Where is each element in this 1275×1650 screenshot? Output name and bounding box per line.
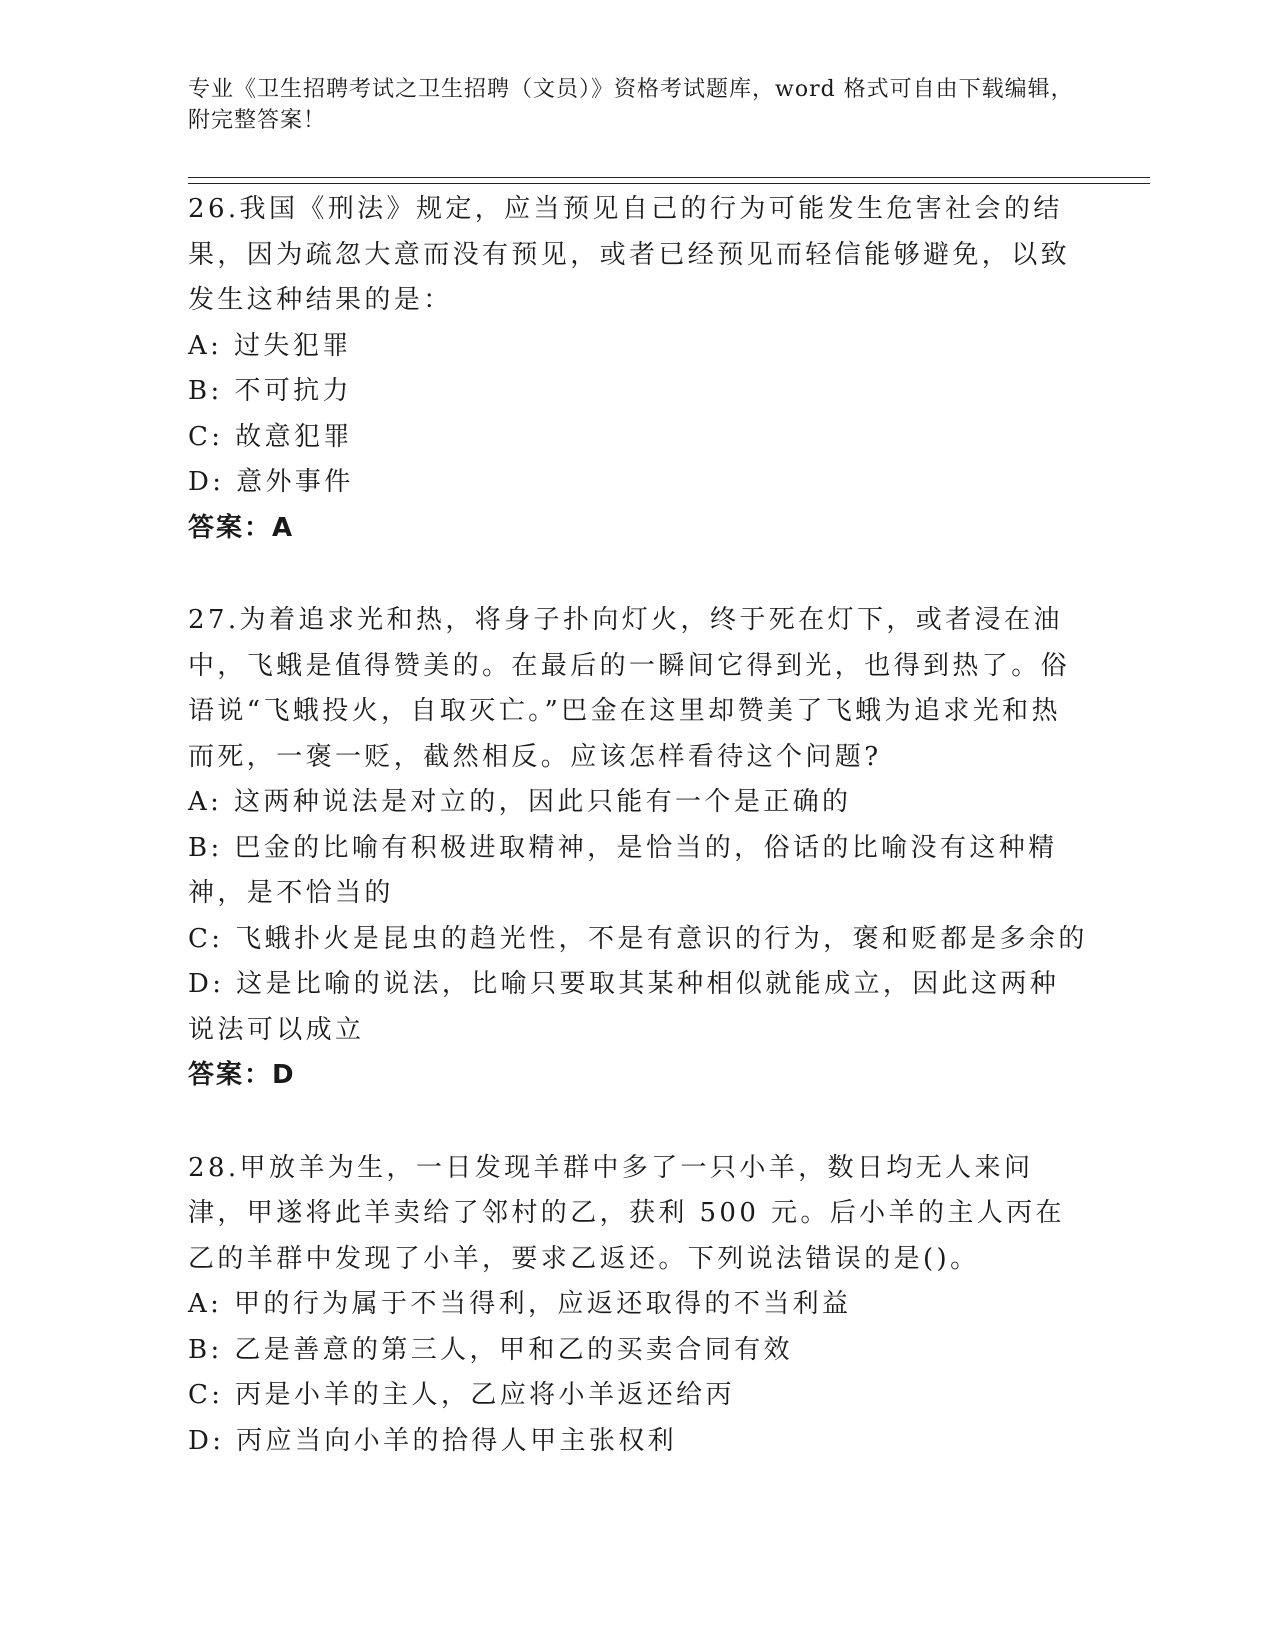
option-text: 飞蛾扑火是昆虫的趋光性，不是有意识的行为，褒和贬都是多余的	[235, 923, 1088, 954]
option-b	[188, 826, 1088, 917]
header-divider-bottom	[188, 183, 1150, 184]
option-text: 过失犯罪	[234, 330, 352, 361]
option-text: 故意犯罪	[235, 421, 353, 452]
question-26	[188, 187, 1088, 551]
option-text: 丙应当向小羊的拾得人甲主张权利	[236, 1425, 678, 1456]
question-text: 28.甲放羊为生，一日发现羊群中多了一只小羊，数日均无人来问津，甲遂将此羊卖给了邻村的乙，获利 500 元。后小羊的主人丙在乙的羊群中发现了小羊，要求乙返还。下列说法错误的是()。	[188, 1152, 1065, 1274]
option-key: B:	[188, 832, 223, 863]
question-text: 27.为着追求光和热，将身子扑向灯火，终于死在灯下，或者浸在油中，飞蛾是值得赞美的。在最后的一瞬间它得到光，也得到热了。俗语说“飞蛾投火，自取灭亡。”巴金在这里却赞美了飞蛾为追求光和热而死，一褒一贬，截然相反。应该怎样看待这个问题?	[188, 605, 1071, 772]
option-a	[188, 780, 1088, 826]
option-d	[188, 1419, 1088, 1465]
option-b	[188, 1328, 1088, 1374]
option-d	[188, 962, 1088, 1053]
option-key: D:	[188, 467, 225, 497]
option-key: C:	[188, 923, 224, 954]
question-text: 26.我国《刑法》规定，应当预见自己的行为可能发生危害社会的结果，因为疏忽大意而没有预见，或者已经预见而轻信能够避免，以致发生这种结果的是：	[188, 194, 1071, 315]
option-key: B:	[188, 376, 223, 406]
option-b	[188, 369, 1088, 415]
option-a	[188, 324, 1088, 370]
question-list	[188, 187, 1088, 1511]
answer-label: 答案：A	[188, 512, 295, 543]
option-key: A:	[188, 330, 223, 361]
option-key: D:	[188, 1425, 225, 1456]
option-key: B:	[188, 1334, 223, 1365]
option-key: C:	[188, 421, 224, 452]
option-text: 意外事件	[236, 467, 354, 497]
option-text: 不可抗力	[234, 376, 352, 406]
question-28	[188, 1146, 1088, 1465]
option-c	[188, 415, 1088, 461]
option-key: C:	[188, 1380, 224, 1410]
option-key: A:	[188, 1289, 223, 1319]
option-d	[188, 460, 1088, 506]
option-text: 甲的行为属于不当得利，应返还取得的不当利益	[234, 1289, 852, 1319]
option-text: 这是比喻的说法，比喻只要取其某种相似就能成立，因此这两种说法可以成立	[188, 969, 1060, 1045]
option-key: D:	[188, 969, 225, 999]
option-text: 丙是小羊的主人，乙应将小羊返还给丙	[235, 1380, 735, 1410]
option-c	[188, 1373, 1088, 1419]
question-27	[188, 598, 1088, 1099]
option-text: 这两种说法是对立的，因此只能有一个是正确的	[234, 787, 852, 817]
option-a	[188, 1282, 1088, 1328]
option-key: A:	[188, 787, 223, 817]
document-header: 专业《卫生招聘考试之卫生招聘（文员）》资格考试题库，word 格式可自由下载编辑，附完整答案！	[188, 77, 1074, 133]
option-c	[188, 917, 1088, 963]
option-text: 巴金的比喻有积极进取精神，是恰当的，俗话的比喻没有这种精神，是不恰当的	[188, 832, 1058, 908]
option-text: 乙是善意的第三人，甲和乙的买卖合同有效	[234, 1334, 793, 1365]
header-divider-top	[188, 177, 1150, 178]
answer-label: 答案：D	[188, 1060, 296, 1090]
